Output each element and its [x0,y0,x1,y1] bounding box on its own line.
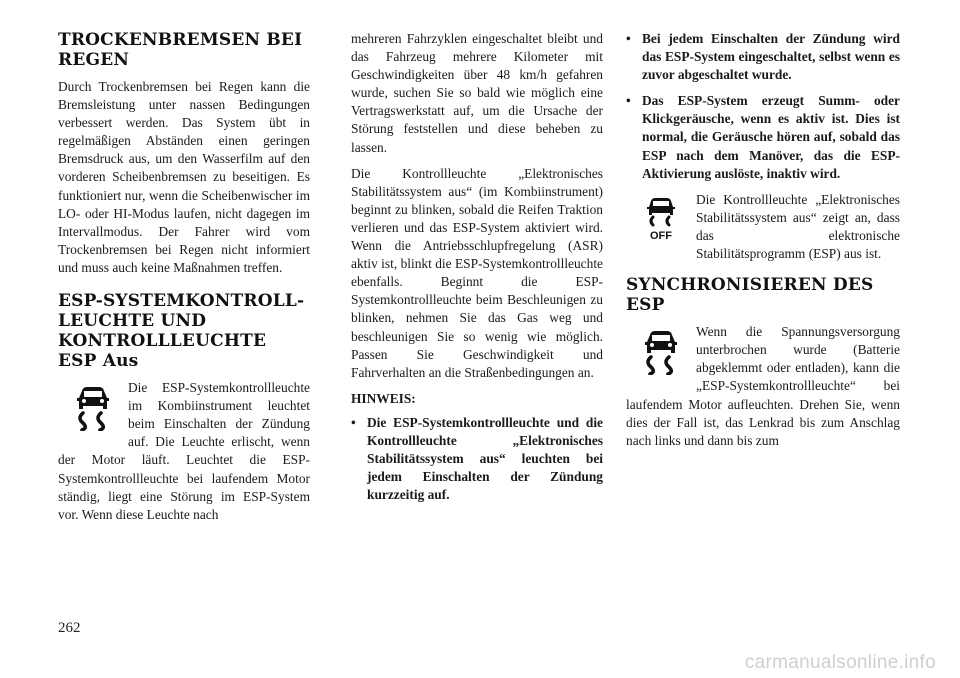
column-3 [626,30,900,450]
bullet-dot: • [626,93,631,109]
esp-skid-car-icon [58,379,128,449]
paragraph-esp-aus-blinken: Die Kontrollleuchte „Elektronisches Stabilitätssystem aus“ (im Kombiinstrument) beginnt zu blinken, sobald die Reifen Traktion verlieren und das ESP-System aktiviert wird. Wenn die Antriebsschlupfregelung (ASR) aktiv ist, blinkt die ESP-Systemkontrollleuchte ebenfalls. Beginnt die ESP-Systemkontrollleuchte beim Beschleunigen zu blinken, nehmen Sie das Gas weg und beschleunigen Sie so wenig wie möglich. Passen Sie Geschwindigkeit und Fahrverhalten an die Straßenbedingungen an. [351,165,603,380]
paragraph-esp-off: Die Kontrollleuchte „Elektronisches Stabilitätssystem aus“ zeigt an, dass das elektronische Stabilitätsprogramm (ESP) aus ist. [696,191,900,262]
watermark: carmanualsonline.info [744,652,936,673]
esp-off-icon [626,191,696,261]
note-list [351,414,603,504]
esp-off-icon [641,197,681,243]
bullet-dot: • [626,31,631,46]
note-item-text: Die ESP-Systemkontrollleuchte und die Kontrollleuchte „Elektronisches Stabilitätssystem aus“ leuchten bei jedem Einschalten der Zündung kurzzeitig auf. [367,414,603,503]
note-item-text: Das ESP-System erzeugt Summ- oder Klickgeräusche, wenn es aktiv ist. Dies ist normal, die Geräusche hören auf, sobald das ESP nach dem Manöver, das die ESP-Aktivierung auslöste, inaktiv wird. [642,93,900,181]
bullet-dot: • [351,414,356,430]
heading-trockenbremsen: TROCKENBREMSEN BEI REGEN [58,30,303,70]
esp-skid-car-icon [626,323,696,393]
esp-sync-block [626,323,900,450]
paragraph-fahrzyklen: mehreren Fahrzyklen eingeschaltet bleibt und das Fahrzeug mehrere Kilometer mit Geschwindigkeiten über 48 km/h gefahren wurde, suchen Sie so bald wie möglich eine Vertragswerkstatt auf, um die Ursache der Störung feststellen und diese beheben zu lassen. [351,31,603,155]
paragraph-trockenbremsen: Durch Trockenbremsen bei Regen kann die Bremsleistung unter nassen Bedingungen verbessert werden. Das System übt in regelmäßigen Abständen einen geringen Bremsdruck aus, um den Wasserfilm auf den vorderen Scheibenbremsen zu beseitigen. Es funktioniert nur, wenn die Scheibenwischer im LO- oder HI-Modus laufen, nicht dagegen im Intervallmodus. Der Fahrer wird vom Trockenbremsen bei Regen nicht informiert und muss auch keine Maßnahmen treffen. [58,79,310,275]
note-label: HINWEIS: [351,390,416,406]
note-item [626,30,900,84]
note-list-continued [626,30,900,183]
esp-skid-car-icon [73,385,113,431]
heading-synchronisieren: SYNCHRONISIEREN DES ESP [626,275,874,316]
paragraph-synchronisieren: Wenn die Spannungsversorgung unterbrochen wurde (Batterie abgeklemmt oder entladen), kann die „ESP-Systemkontrollleuchte“ bei laufendem Motor aufleuchten. Drehen Sie, wenn dies der Fall ist, das Lenkrad bis zum Anschlag nach links und dann bis zum [626,324,900,448]
off-label: OFF [650,229,672,242]
note-item-text: Bei jedem Einschalten der Zündung wird das ESP-System eingeschaltet, selbst wenn es zuvor abgeschaltet wurde. [642,31,900,83]
column-2 [351,30,603,512]
esp-off-block [626,191,900,263]
paragraph-esp-warning: Die ESP-Systemkontrollleuchte im Kombiinstrument leuchtet beim Einschalten der Zündung auf. Die Leuchte erlischt, wenn der Motor läuft. Leuchtet die ESP-Systemkontrollleuchte bei laufendem Motor ständig, liegt eine Störung im ESP-System vor. Wenn diese Leuchte nach [58,380,310,522]
esp-warning-block [58,379,310,524]
note-item [626,92,900,182]
note-item [351,414,603,504]
column-1 [58,30,310,524]
heading-esp-systemkontrollleuchte: ESP-SYSTEMKONTROLL-LEUCHTE UND KONTROLLLEUCHTE ESP Aus [58,291,305,372]
esp-skid-car-icon [641,329,681,375]
page-number: 262 [58,620,81,636]
